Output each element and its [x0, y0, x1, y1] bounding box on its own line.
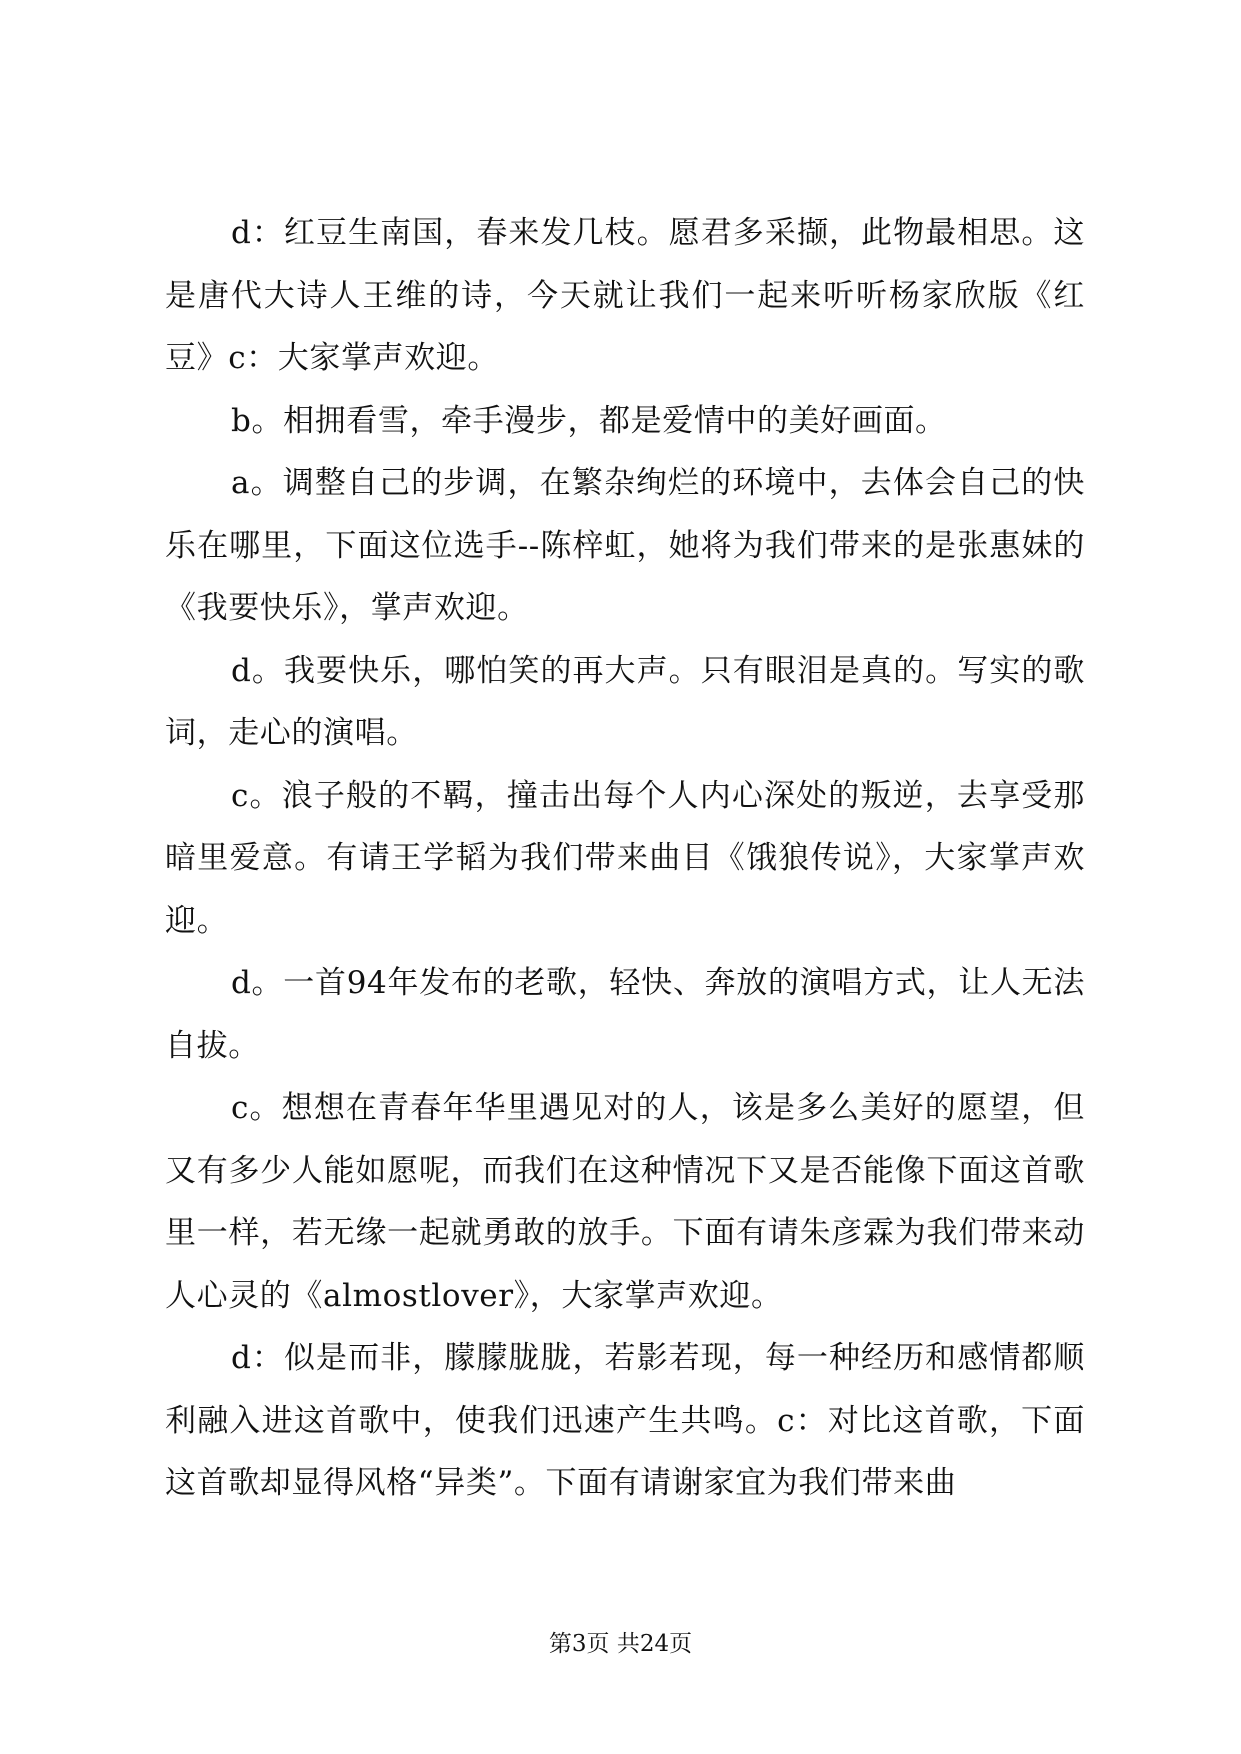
paragraph-6: d。一首94年发布的老歌，轻快、奔放的演唱方式，让人无法自拔。 [165, 965, 1085, 1064]
paragraph-2: b。相拥看雪，牵手漫步，都是爱情中的美好画面。 [231, 402, 947, 439]
page-number-footer: 第3页 共24页 [548, 1631, 693, 1657]
paragraph-7: c。想想在青春年华里遇见对的人，该是多么美好的愿望，但又有多少人能如愿呢，而我们在这种情况下又是否能像下面这首歌里一样，若无缘一起就勇敢的放手。下面有请朱彦霖为我们带来动人心灵的《almostlover》，大家掌声欢迎。 [165, 1090, 1085, 1314]
paragraph-8: d：似是而非，朦朦胧胧，若影若现，每一种经历和感情都顺利融入进这首歌中，使我们迅速产生共鸣。c：对比这首歌，下面这首歌却显得风格“异类”。下面有请谢家宜为我们带来曲 [165, 1340, 1085, 1501]
paragraph-3: a。调整自己的步调，在繁杂绚烂的环境中，去体会自己的快乐在哪里，下面这位选手--陈梓虹，她将为我们带来的是张惠妹的《我要快乐》，掌声欢迎。 [165, 465, 1085, 626]
paragraph-5: c。浪子般的不羁，撞击出每个人内心深处的叛逆，去享受那暗里爱意。有请王学韬为我们带来曲目《饿狼传说》，大家掌声欢迎。 [165, 777, 1085, 939]
paragraph-4: d。我要快乐，哪怕笑的再大声。只有眼泪是真的。写实的歌词，走心的演唱。 [165, 652, 1085, 751]
paragraph-1: d：红豆生南国，春来发几枝。愿君多采撷，此物最相思。这是唐代大诗人王维的诗，今天就让我们一起来听听杨家欣版《红豆》c：大家掌声欢迎。 [165, 215, 1085, 376]
document-body [165, 202, 1085, 1515]
